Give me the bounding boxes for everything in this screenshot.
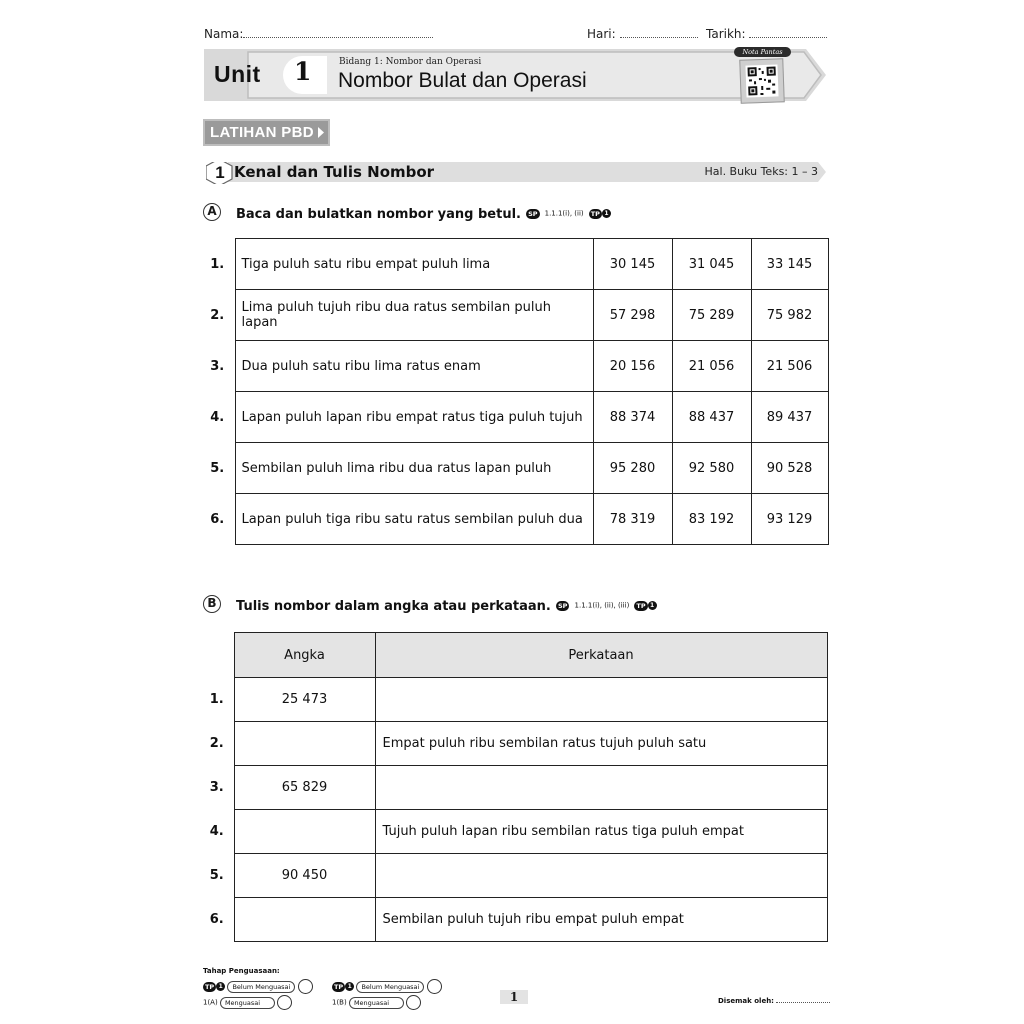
tp-level-dot: 1 <box>216 982 225 991</box>
number-option[interactable]: 83 192 <box>672 494 751 545</box>
sp-codes: 1.1.1(i), (ii), (iii) <box>574 601 630 610</box>
row-number: 2. <box>209 736 224 751</box>
table-row <box>200 239 828 290</box>
latihan-text: LATIHAN PBD <box>210 124 314 141</box>
table-header-row <box>200 633 827 678</box>
section-title: Kenal dan Tulis Nombor <box>234 163 435 181</box>
belum-menguasai-checkbox[interactable] <box>427 979 442 994</box>
part-b-letter: B <box>203 595 221 613</box>
part-a-table <box>200 238 829 545</box>
section-number: 1 <box>215 163 225 182</box>
table-row <box>200 392 828 443</box>
bidang-label: Bidang 1: Nombor dan Operasi <box>339 57 482 67</box>
item-a-label: 1(A) <box>203 998 218 1007</box>
angka-answer-field[interactable] <box>234 898 375 942</box>
menguasai-checkbox[interactable] <box>277 995 292 1010</box>
menguasai-label: Menguasai <box>349 997 404 1009</box>
tp-level-dot: 1 <box>345 982 354 991</box>
column-header-angka: Angka <box>234 633 375 678</box>
table-row <box>200 898 827 942</box>
number-option[interactable]: 93 129 <box>751 494 828 545</box>
name-blank[interactable] <box>243 27 433 38</box>
angka-value: 65 829 <box>234 766 375 810</box>
qr-card[interactable] <box>739 58 785 104</box>
table-row <box>200 341 828 392</box>
row-number: 6. <box>209 912 224 927</box>
day-blank[interactable] <box>620 27 698 38</box>
tp-badge: TP <box>334 982 344 991</box>
row-number: 3. <box>209 780 224 795</box>
table-row <box>200 678 827 722</box>
mastery-block-b <box>332 979 442 1010</box>
number-option[interactable]: 21 056 <box>672 341 751 392</box>
part-b-table-wrap <box>200 632 828 942</box>
disemak-field <box>718 996 830 1005</box>
table-row <box>200 722 827 766</box>
unit-label: Unit <box>214 61 261 87</box>
number-option[interactable]: 90 528 <box>751 443 828 494</box>
number-option[interactable]: 75 289 <box>672 290 751 341</box>
tp-badge: TP <box>205 982 215 991</box>
number-words: Lapan puluh tiga ribu satu ratus sembilan puluh dua <box>235 494 593 545</box>
book-reference: Hal. Buku Teks: 1 – 3 <box>704 165 818 178</box>
sp-badge: SP <box>528 209 538 218</box>
unit-number: 1 <box>294 57 312 86</box>
perkataan-answer-field[interactable] <box>375 766 827 810</box>
sp-badge: SP <box>557 601 568 610</box>
row-number: 5. <box>210 460 225 476</box>
item-b-label: 1(B) <box>332 998 347 1007</box>
belum-menguasai-label: Belum Menguasai <box>227 981 295 993</box>
page-number: 1 <box>500 990 528 1004</box>
number-option[interactable]: 88 437 <box>672 392 751 443</box>
tp-badge: TP <box>636 601 646 610</box>
belum-menguasai-checkbox[interactable] <box>298 979 313 994</box>
angka-value: 90 450 <box>234 854 375 898</box>
row-number: 1. <box>210 256 225 272</box>
table-row <box>200 810 827 854</box>
table-row <box>200 290 828 341</box>
sp-codes: 1.1.1(i), (ii) <box>544 209 584 218</box>
part-b-heading <box>236 595 657 614</box>
header-spacer <box>200 633 234 678</box>
mastery-block-a <box>203 979 313 1010</box>
row-number: 5. <box>209 868 224 883</box>
table-row <box>200 854 827 898</box>
column-header-perkataan: Perkataan <box>375 633 827 678</box>
section-header <box>206 162 826 182</box>
qr-code-icon <box>740 59 783 102</box>
disemak-blank[interactable] <box>776 996 830 1003</box>
row-number: 6. <box>210 511 225 527</box>
number-option[interactable]: 92 580 <box>672 443 751 494</box>
angka-answer-field[interactable] <box>234 810 375 854</box>
part-b-table <box>200 632 828 942</box>
row-number: 2. <box>210 307 225 323</box>
name-label: Nama: <box>204 27 244 41</box>
number-words: Lapan puluh lapan ribu empat ratus tiga puluh tujuh <box>235 392 593 443</box>
number-words: Lima puluh tujuh ribu dua ratus sembilan puluh lapan <box>235 290 593 341</box>
table-row <box>200 766 827 810</box>
number-option[interactable]: 30 145 <box>593 239 672 290</box>
table-row <box>200 494 828 545</box>
row-number: 1. <box>209 692 224 707</box>
number-words: Dua puluh satu ribu lima ratus enam <box>235 341 593 392</box>
number-words: Tiga puluh satu ribu empat puluh lima <box>235 239 593 290</box>
menguasai-label: Menguasai <box>220 997 275 1009</box>
unit-title: Nombor Bulat dan Operasi <box>338 69 587 92</box>
number-option[interactable]: 88 374 <box>593 392 672 443</box>
angka-value: 25 473 <box>234 678 375 722</box>
row-number: 4. <box>210 409 225 425</box>
perkataan-value: Tujuh puluh lapan ribu sembilan ratus tiga puluh empat <box>375 810 827 854</box>
date-field <box>706 27 827 41</box>
part-b-instruction: Tulis nombor dalam angka atau perkataan. <box>236 599 551 614</box>
perkataan-answer-field[interactable] <box>375 678 827 722</box>
number-option[interactable]: 20 156 <box>593 341 672 392</box>
belum-menguasai-label: Belum Menguasai <box>356 981 424 993</box>
number-option[interactable]: 57 298 <box>593 290 672 341</box>
angka-answer-field[interactable] <box>234 722 375 766</box>
nota-pantas-badge: Nota Pantas <box>734 47 791 57</box>
tp-level-dot: 1 <box>648 601 657 610</box>
date-label: Tarikh: <box>706 27 746 41</box>
part-a-table-wrap <box>200 238 829 545</box>
name-field <box>204 27 433 41</box>
number-option[interactable]: 21 506 <box>751 341 828 392</box>
menguasai-checkbox[interactable] <box>406 995 421 1010</box>
tp-badge: TP <box>590 209 600 218</box>
part-a-heading <box>236 203 611 222</box>
part-a-letter: A <box>203 203 221 221</box>
disemak-label: Disemak oleh: <box>718 997 774 1005</box>
day-label: Hari: <box>587 27 616 41</box>
tp-level-dot: 1 <box>602 209 611 218</box>
row-number: 4. <box>209 824 224 839</box>
table-row <box>200 443 828 494</box>
row-number: 3. <box>210 358 225 374</box>
number-option[interactable]: 78 319 <box>593 494 672 545</box>
part-a-instruction: Baca dan bulatkan nombor yang betul. <box>236 207 521 222</box>
perkataan-value: Sembilan puluh tujuh ribu empat puluh empat <box>375 898 827 942</box>
number-option[interactable]: 75 982 <box>751 290 828 341</box>
perkataan-value: Empat puluh ribu sembilan ratus tujuh puluh satu <box>375 722 827 766</box>
tahap-label: Tahap Penguasaan: <box>203 967 280 975</box>
number-words: Sembilan puluh lima ribu dua ratus lapan puluh <box>235 443 593 494</box>
number-option[interactable]: 33 145 <box>751 239 828 290</box>
unit-banner <box>204 49 826 101</box>
perkataan-answer-field[interactable] <box>375 854 827 898</box>
day-field <box>587 27 698 41</box>
date-blank[interactable] <box>749 27 827 38</box>
number-option[interactable]: 95 280 <box>593 443 672 494</box>
number-option[interactable]: 31 045 <box>672 239 751 290</box>
latihan-pbd-label <box>203 119 330 146</box>
number-option[interactable]: 89 437 <box>751 392 828 443</box>
